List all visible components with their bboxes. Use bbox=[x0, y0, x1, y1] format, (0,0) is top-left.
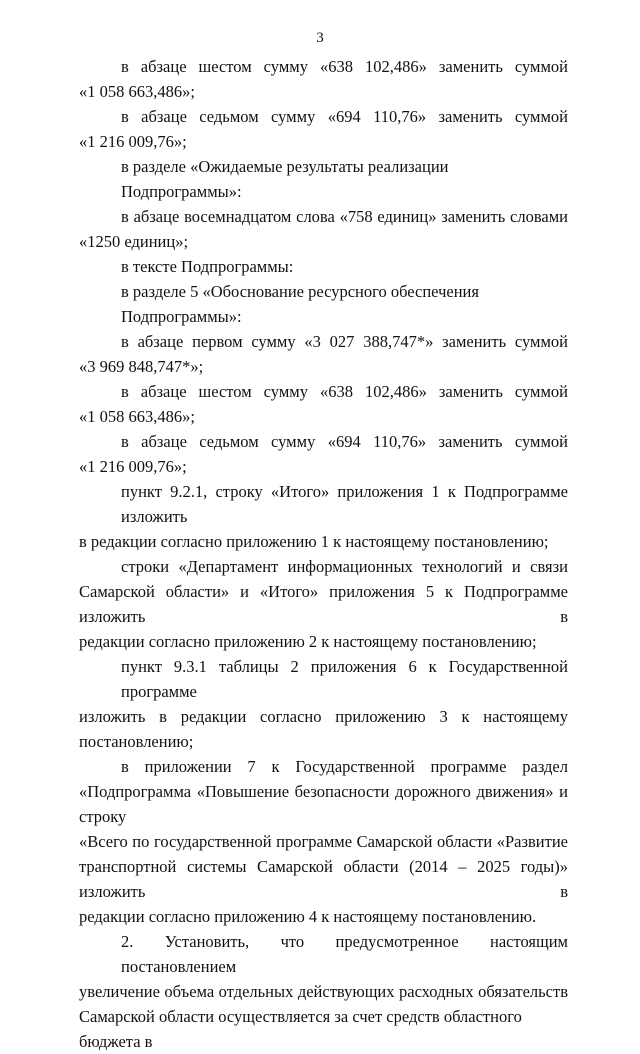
paragraph-11 bbox=[79, 554, 568, 654]
paragraph-7 bbox=[79, 329, 568, 379]
text-line: «Всего по государственной программе Самарской области «Развитие bbox=[79, 832, 568, 851]
text-line: «1 216 009,76»; bbox=[79, 132, 187, 151]
page-number: 3 bbox=[316, 30, 324, 46]
text-line: в разделе «Ожидаемые результаты реализации Подпрограммы»: bbox=[121, 157, 449, 201]
text-line: транспортной системы Самарской области (2014 – 2025 годы)» изложить в bbox=[79, 857, 568, 901]
paragraph-5 bbox=[79, 254, 568, 279]
text-line: редакции согласно приложению 2 к настоящему постановлению; bbox=[79, 632, 537, 651]
text-line: пункт 9.2.1, строку «Итого» приложения 1 к Подпрограмме изложить bbox=[121, 482, 568, 526]
document-body bbox=[79, 54, 568, 1054]
text-line: в разделе 5 «Обоснование ресурсного обеспечения Подпрограммы»: bbox=[121, 282, 479, 326]
text-line: в приложении 7 к Государственной программе раздел bbox=[121, 757, 568, 776]
paragraph-10 bbox=[79, 479, 568, 554]
text-line: в абзаце седьмом сумму «694 110,76» заменить суммой bbox=[121, 432, 568, 451]
paragraph-3 bbox=[79, 154, 568, 204]
text-line: «Подпрограмма «Повышение безопасности дорожного движения» и строку bbox=[79, 782, 568, 826]
text-line: «1 058 663,486»; bbox=[79, 407, 195, 426]
text-line: в редакции согласно приложению 1 к настоящему постановлению; bbox=[79, 532, 549, 551]
paragraph-2 bbox=[79, 104, 568, 154]
text-line: пункт 9.3.1 таблицы 2 приложения 6 к Государственной программе bbox=[121, 657, 568, 701]
text-line: в абзаце первом сумму «3 027 388,747*» заменить суммой bbox=[121, 332, 568, 351]
text-line: «1 058 663,486»; bbox=[79, 82, 195, 101]
paragraph-8 bbox=[79, 379, 568, 429]
text-line: в абзаце шестом сумму «638 102,486» заменить суммой bbox=[121, 382, 568, 401]
text-line: Самарской области осуществляется за счет средств областного бюджета в bbox=[79, 1007, 522, 1051]
text-line: «1250 единиц»; bbox=[79, 232, 189, 251]
text-line: в абзаце седьмом сумму «694 110,76» заменить суммой bbox=[121, 107, 568, 126]
text-line: в абзаце восемнадцатом слова «758 единиц» заменить словами bbox=[121, 207, 568, 226]
paragraph-9 bbox=[79, 429, 568, 479]
text-line: «1 216 009,76»; bbox=[79, 457, 187, 476]
paragraph-14 bbox=[79, 929, 568, 1054]
text-line: постановлению; bbox=[79, 732, 194, 751]
paragraph-12 bbox=[79, 654, 568, 754]
text-line: в абзаце шестом сумму «638 102,486» заменить суммой bbox=[121, 57, 568, 76]
paragraph-6 bbox=[79, 279, 568, 329]
paragraph-4 bbox=[79, 204, 568, 254]
text-line: изложить в редакции согласно приложению 3 к настоящему bbox=[79, 707, 568, 726]
text-line: Самарской области» и «Итого» приложения 5 к Подпрограмме изложить в bbox=[79, 582, 568, 626]
text-line: строки «Департамент информационных технологий и связи bbox=[121, 557, 568, 576]
text-line: «3 969 848,747*»; bbox=[79, 357, 204, 376]
paragraph-13 bbox=[79, 754, 568, 929]
text-line: в тексте Подпрограммы: bbox=[121, 257, 294, 276]
text-line: 2. Установить, что предусмотренное настоящим постановлением bbox=[121, 932, 568, 976]
text-line: увеличение объема отдельных действующих расходных обязательств bbox=[79, 982, 568, 1001]
text-line: редакции согласно приложению 4 к настоящему постановлению. bbox=[79, 907, 537, 926]
paragraph-1 bbox=[79, 54, 568, 104]
